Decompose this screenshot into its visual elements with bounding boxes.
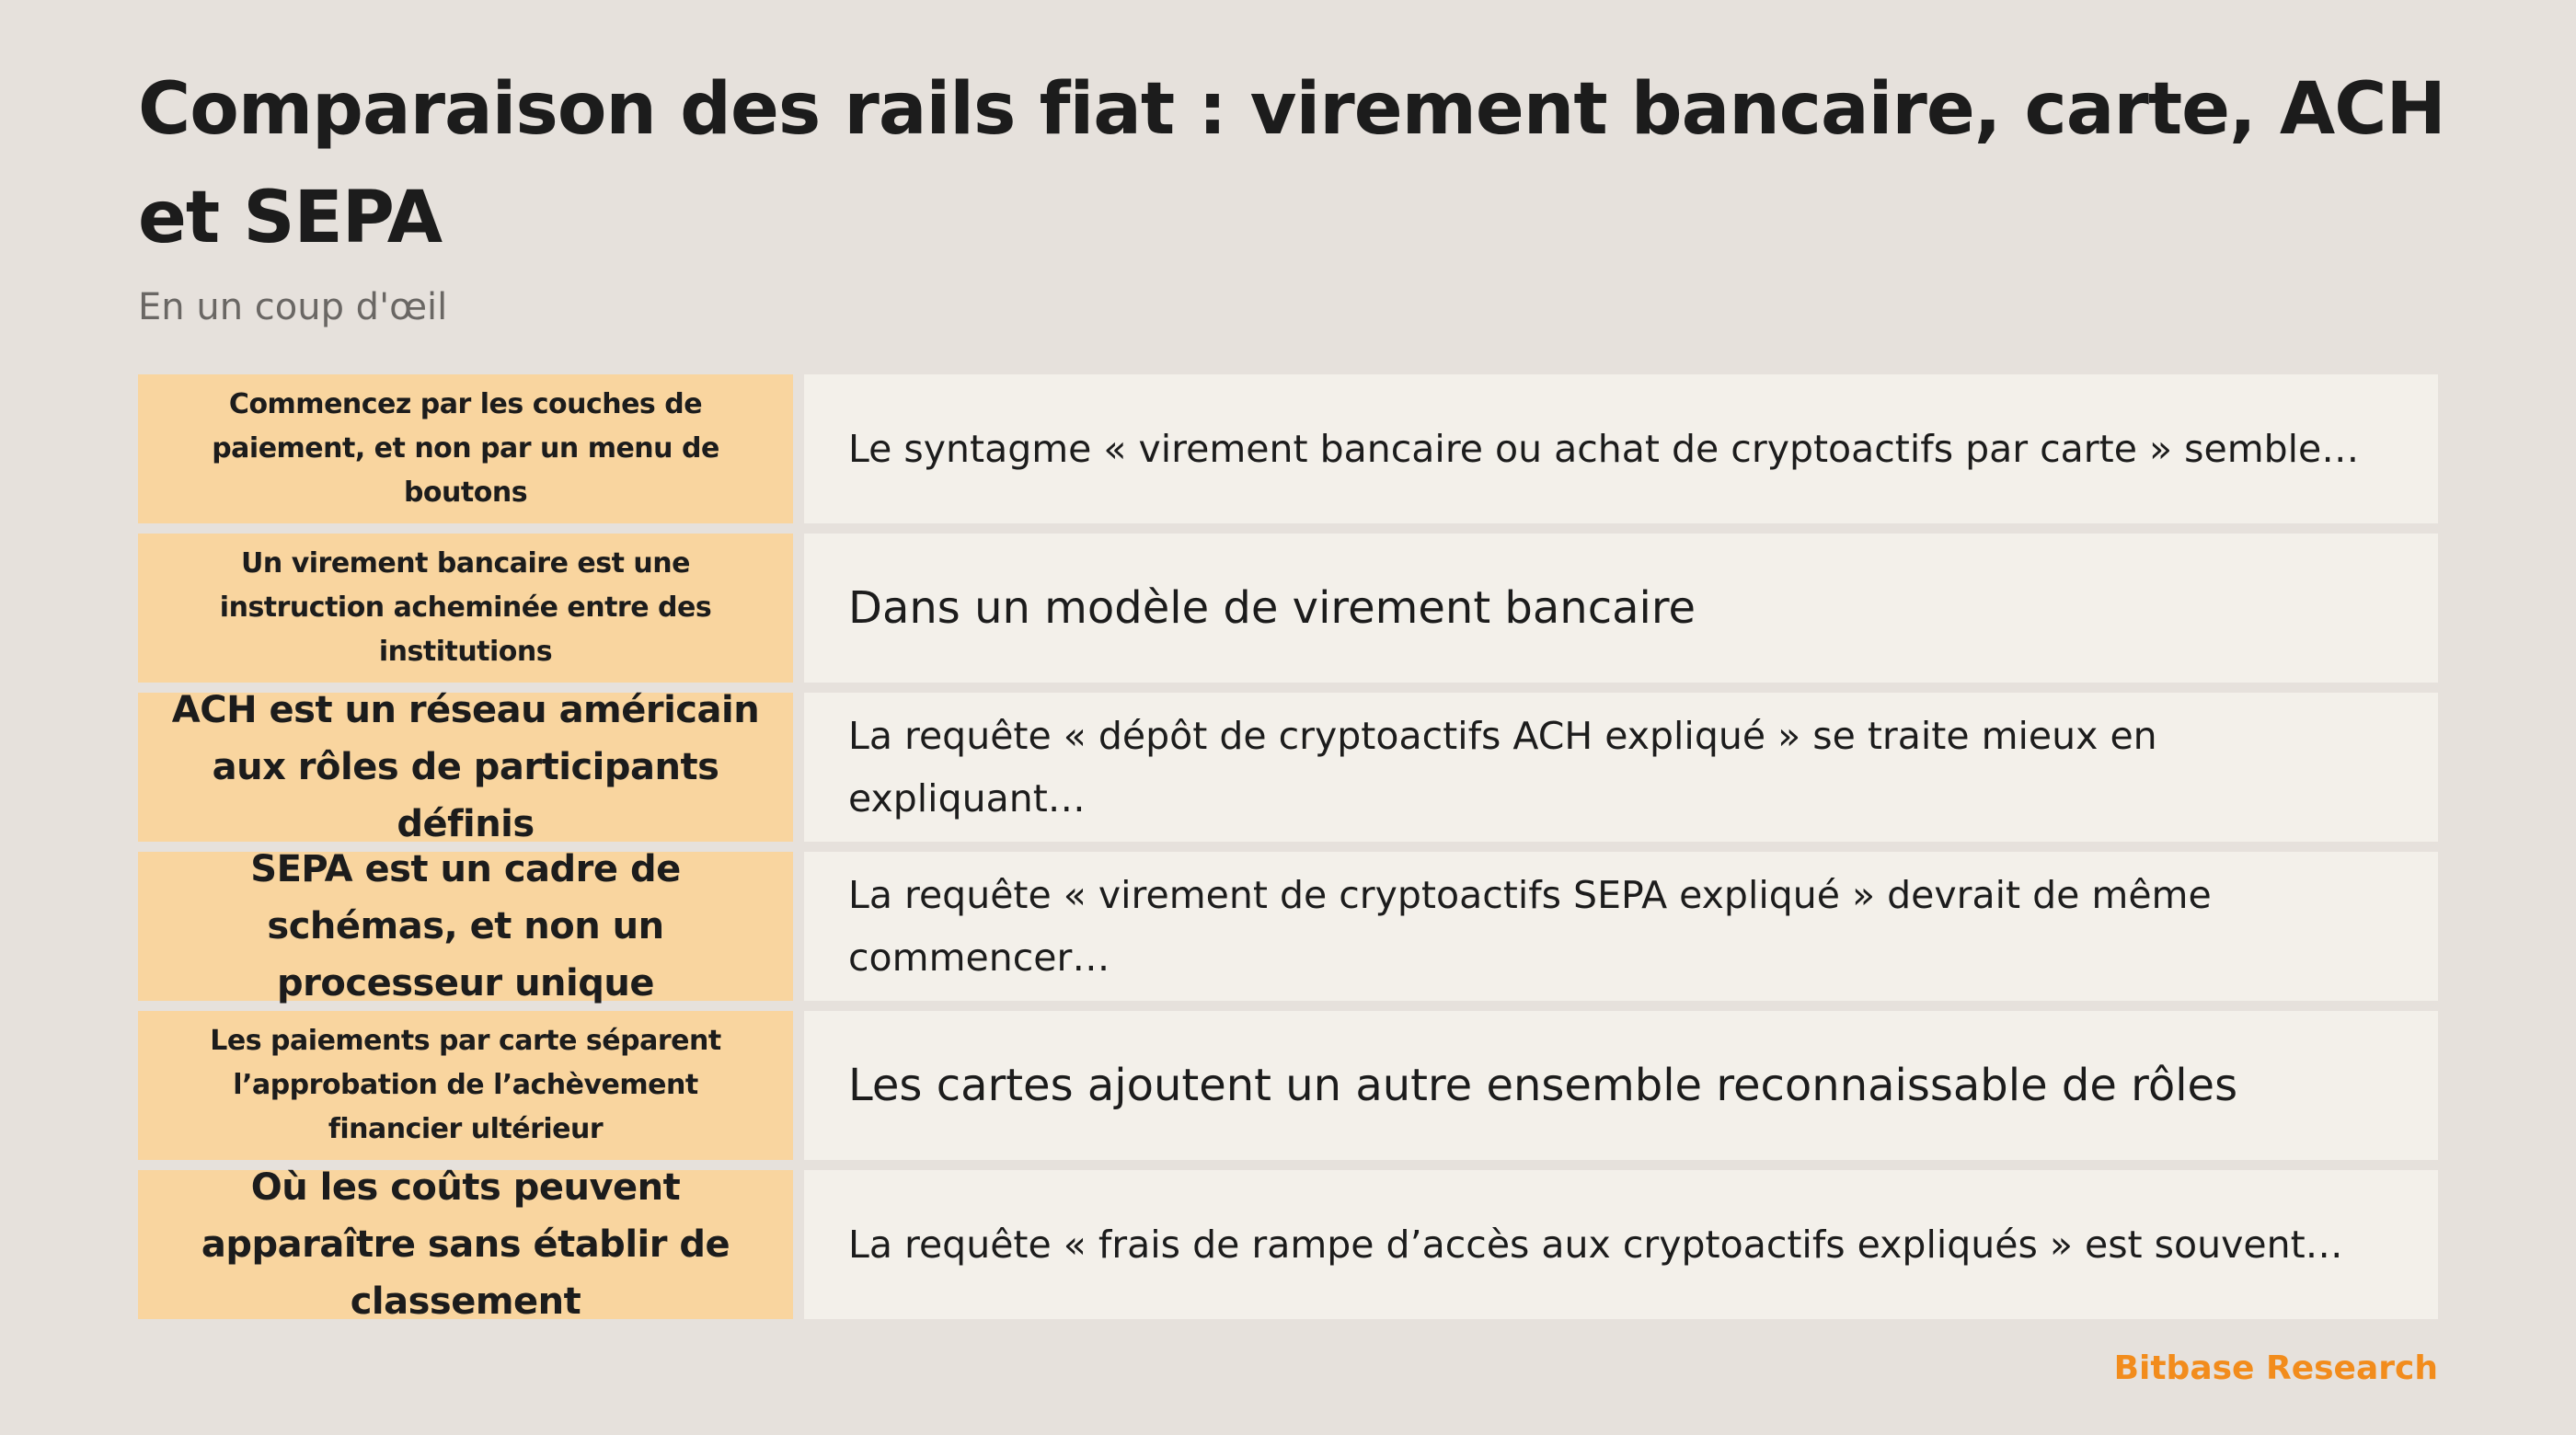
row-topic: Un virement bancaire est une instruction acheminée entre des institutions xyxy=(138,534,793,683)
row-detail xyxy=(804,852,2438,1001)
row-detail-text: La requête « dépôt de cryptoactifs ACH expliqué » se traite mieux en expliquant… xyxy=(848,714,2157,821)
row-detail-text: Les cartes ajoutent un autre ensemble reconnaissable de rôles xyxy=(848,1060,2238,1111)
table-row xyxy=(138,848,2438,1004)
row-detail-text: La requête « frais de rampe d’accès aux cryptoactifs expliqués » est souvent… xyxy=(848,1223,2343,1267)
row-detail xyxy=(804,693,2438,842)
row-detail xyxy=(804,1170,2438,1319)
row-detail xyxy=(804,534,2438,683)
row-detail-text: La requête « virement de cryptoactifs SEPA expliqué » devrait de même commencer… xyxy=(848,873,2212,980)
row-topic: Où les coûts peuvent apparaître sans établir de classement xyxy=(138,1170,793,1319)
table-row xyxy=(138,1166,2438,1323)
row-topic: Commencez par les couches de paiement, et non par un menu de boutons xyxy=(138,374,793,523)
table-row xyxy=(138,689,2438,845)
row-topic: SEPA est un cadre de schémas, et non un processeur unique xyxy=(138,852,793,1001)
table-row xyxy=(138,374,2438,523)
brand-label: Bitbase Research xyxy=(2113,1349,2438,1387)
row-topic: ACH est un réseau américain aux rôles de participants définis xyxy=(138,693,793,842)
table-row xyxy=(138,1011,2438,1160)
table-row xyxy=(138,534,2438,683)
page-subtitle: En un coup d'œil xyxy=(138,286,448,328)
row-topic: Les paiements par carte séparent l’approbation de l’achèvement financier ultérieur xyxy=(138,1011,793,1160)
row-detail-text: Le syntagme « virement bancaire ou achat de cryptoactifs par carte » semble… xyxy=(848,427,2360,471)
row-detail xyxy=(804,1011,2438,1160)
row-detail xyxy=(804,374,2438,523)
comparison-table xyxy=(138,374,2438,1329)
page-title: Comparaison des rails fiat : virement bancaire, carte, ACH et SEPA xyxy=(138,68,2445,259)
row-detail-text: Dans un modèle de virement bancaire xyxy=(848,582,1696,634)
